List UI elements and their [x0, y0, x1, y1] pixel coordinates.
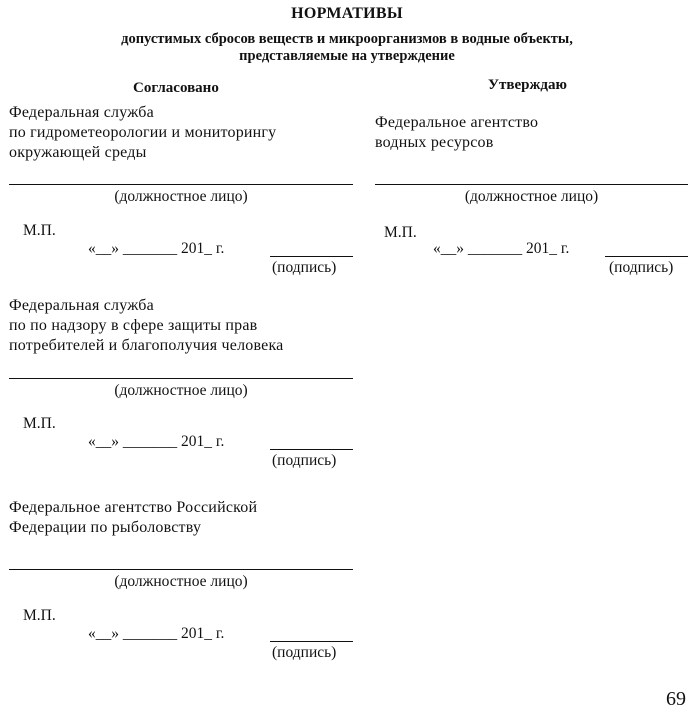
page-number: 69	[666, 688, 686, 710]
stamp-label: М.П.	[384, 224, 417, 241]
signature-line	[270, 256, 353, 257]
date-field: «__» _______ 201_ г.	[88, 625, 225, 642]
document-subtitle	[0, 31, 694, 65]
official-line	[9, 378, 353, 379]
date-field: «__» _______ 201_ г.	[88, 240, 225, 257]
right-column-heading: Утверждаю	[488, 77, 567, 93]
org-line: потребителей и благополучия человека	[9, 337, 284, 354]
left-column-heading: Согласовано	[133, 80, 219, 96]
approval-block-2-org	[9, 296, 283, 356]
subtitle-line-2: представляемые на утверждение	[239, 48, 455, 64]
date-field: «__» _______ 201_ г.	[433, 240, 570, 257]
official-caption: (должностное лицо)	[114, 382, 248, 399]
stamp-label: М.П.	[23, 415, 56, 432]
signature-caption: (подпись)	[272, 644, 337, 661]
official-line	[9, 569, 353, 570]
signature-line	[605, 256, 688, 257]
document-title: НОРМАТИВЫ	[291, 5, 403, 22]
org-line: Федеральная служба	[9, 297, 154, 314]
org-line: Федеральное агентство	[375, 114, 539, 131]
approver-org	[375, 113, 538, 153]
official-caption: (должностное лицо)	[464, 188, 599, 205]
signature-caption: (подпись)	[272, 452, 337, 469]
official-line	[375, 184, 688, 185]
org-line: по гидрометеорологии и мониторингу	[9, 124, 277, 141]
org-line: окружающей среды	[9, 144, 147, 161]
official-caption: (должностное лицо)	[114, 188, 248, 205]
official-line	[9, 184, 353, 185]
approval-block-1-org	[9, 103, 276, 163]
official-caption: (должностное лицо)	[114, 573, 248, 590]
org-line: Федеральная служба	[9, 104, 154, 121]
org-line: Федеральное агентство Российской	[9, 499, 258, 516]
date-field: «__» _______ 201_ г.	[88, 433, 225, 450]
stamp-label: М.П.	[23, 607, 56, 624]
org-line: водных ресурсов	[375, 134, 494, 151]
org-line: Федерации по рыболовству	[9, 519, 202, 536]
signature-caption: (подпись)	[272, 259, 337, 276]
stamp-label: М.П.	[23, 222, 56, 239]
subtitle-line-1: допустимых сбросов веществ и микроорганизмов в водные объекты,	[121, 31, 573, 47]
approval-block-3-org	[9, 498, 257, 538]
signature-line	[270, 449, 353, 450]
signature-caption: (подпись)	[609, 259, 674, 276]
org-line: по по надзору в сфере защиты прав	[9, 317, 258, 334]
signature-line	[270, 641, 353, 642]
